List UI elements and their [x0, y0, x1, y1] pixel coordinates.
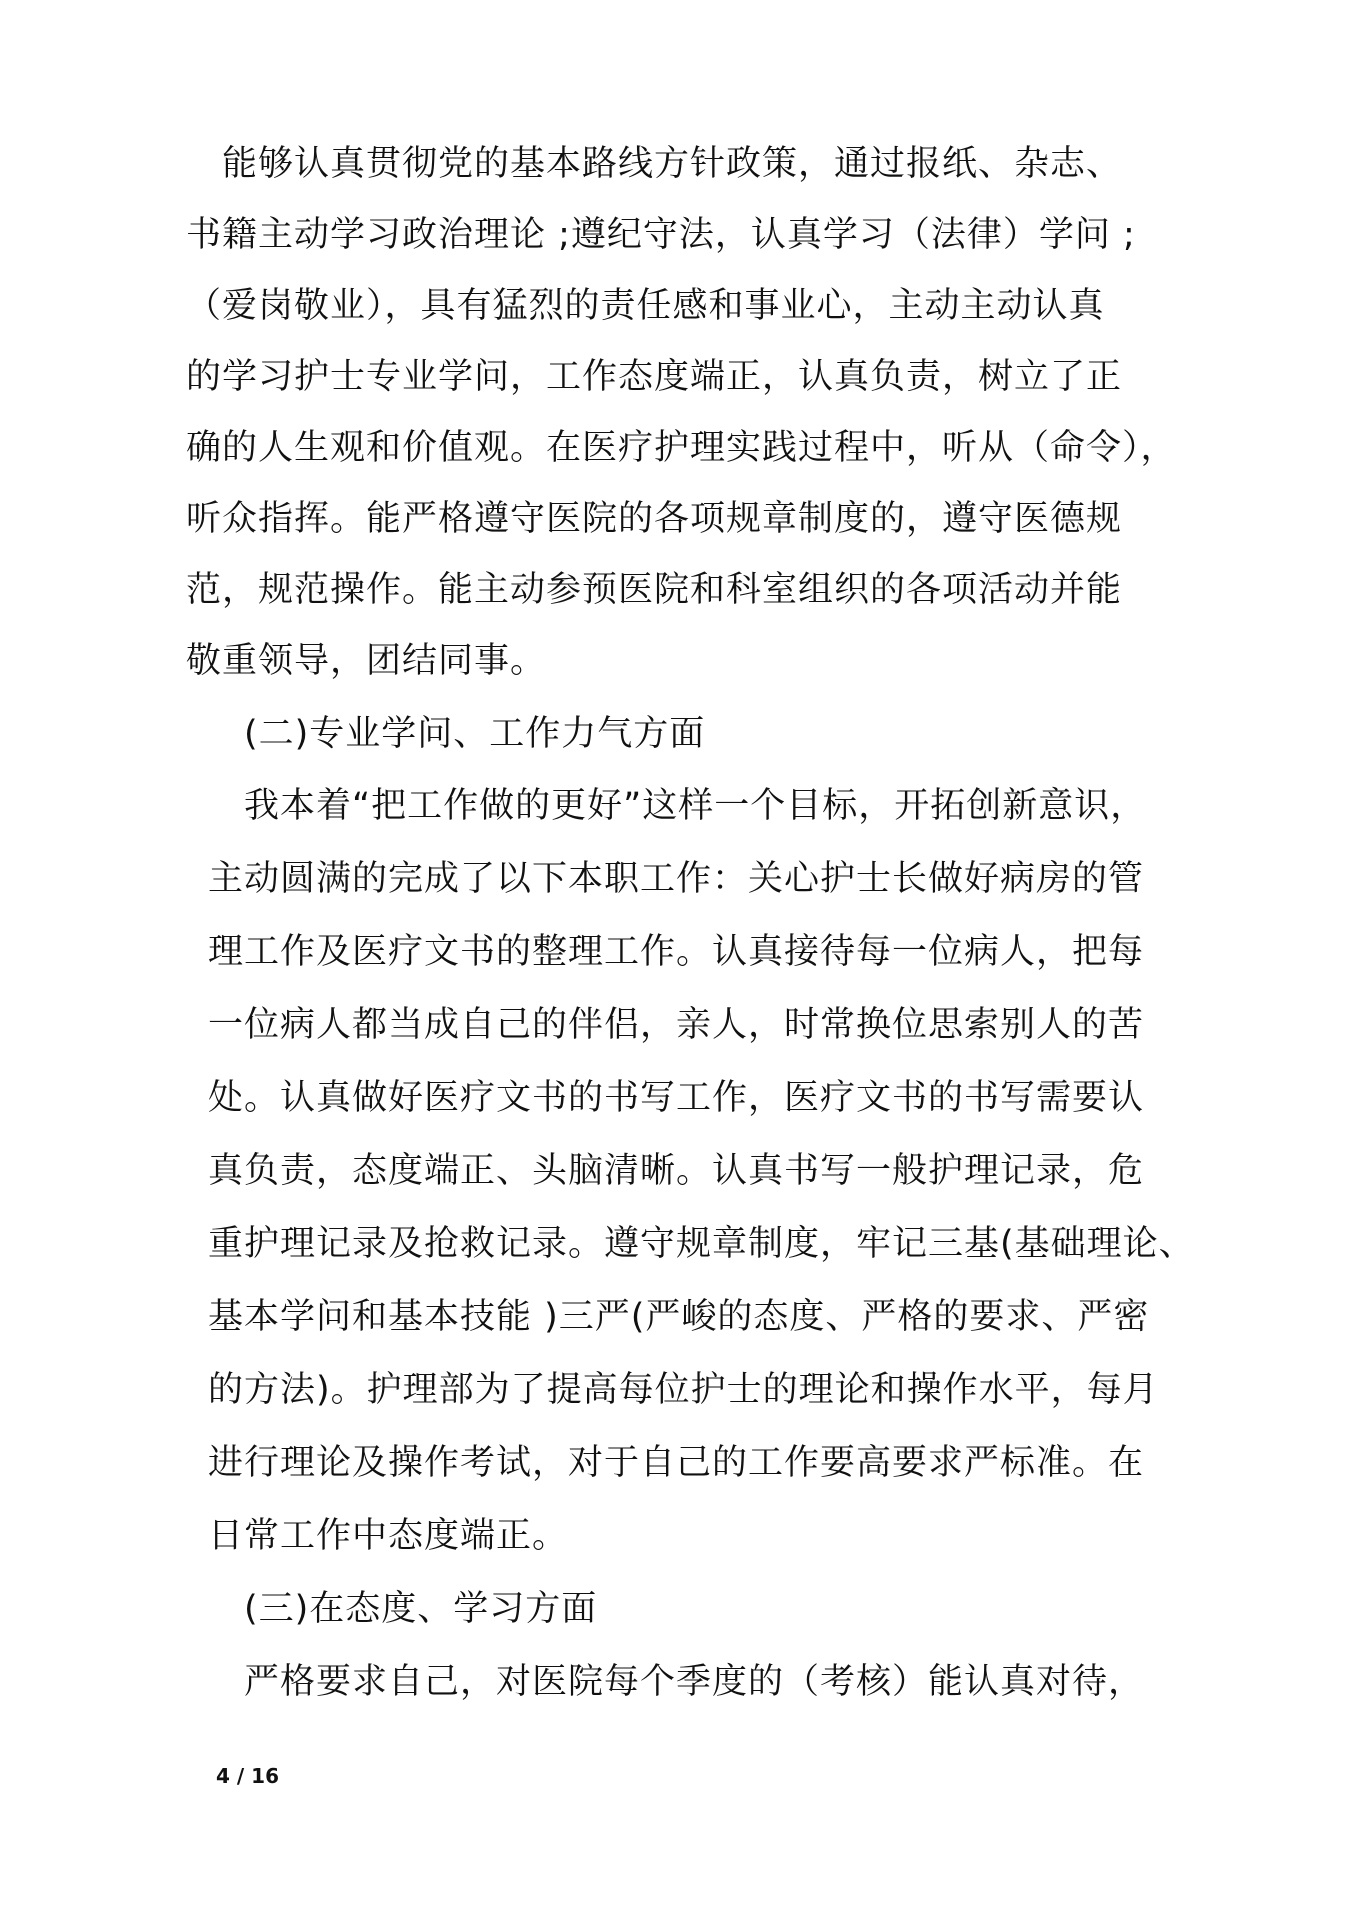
paragraph-line: 进行理论及操作考试，对于自己的工作要高要求严标准。在 [208, 1443, 1145, 1483]
paragraph-line: 我本着“把工作做的更好”这样一个目标，开拓创新意识， [244, 786, 1147, 826]
paragraph-line: 一位病人都当成自己的伴侣，亲人，时常换位思索别人的苦 [208, 1005, 1145, 1045]
paragraph-line: 理工作及医疗文书的整理工作。认真接待每一位病人，把每 [208, 932, 1145, 972]
paragraph-line: 范，规范操作。能主动参预医院和科室组织的各项活动并能 [186, 570, 1123, 610]
paragraph-line: 真负责，态度端正、头脑清晰。认真书写一般护理记录，危 [208, 1151, 1145, 1191]
paragraph-line: 确的人生观和价值观。在医疗护理实践过程中，听从（命令）， [186, 428, 1177, 468]
paragraph-line: 的方法)。护理部为了提高每位护士的理论和操作水平，每月 [208, 1370, 1159, 1410]
paragraph-line: 处。认真做好医疗文书的书写工作，医疗文书的书写需要认 [208, 1078, 1145, 1118]
paragraph-line: 听众指挥。能严格遵守医院的各项规章制度的，遵守医德规 [186, 499, 1123, 539]
paragraph-line: 能够认真贯彻党的基本路线方针政策，通过报纸、杂志、 [222, 144, 1123, 184]
paragraph-line: 基本学问和基本技能 )三严(严峻的态度、严格的要求、严密 [208, 1297, 1150, 1337]
paragraph-line: 日常工作中态度端正。 [208, 1516, 569, 1556]
paragraph-line: 严格要求自己，对医院每个季度的（考核）能认真对待， [244, 1662, 1145, 1702]
paragraph-line: （爱岗敬业），具有猛烈的责任感和事业心，主动主动认真 [186, 286, 1105, 326]
page-indicator: 4 / 16 [216, 1764, 279, 1788]
section-heading: (二)专业学问、工作力气方面 [244, 714, 706, 754]
section-heading: (三)在态度、学习方面 [244, 1589, 598, 1629]
paragraph-line: 书籍主动学习政治理论 ;遵纪守法，认真学习（法律）学问 ; [186, 215, 1136, 255]
paragraph-line: 敬重领导，团结同事。 [186, 641, 547, 681]
paragraph-line: 重护理记录及抢救记录。遵守规章制度，牢记三基(基础理论、 [208, 1224, 1195, 1264]
paragraph-line: 的学习护士专业学问，工作态度端正，认真负责，树立了正 [186, 357, 1123, 397]
paragraph-line: 主动圆满的完成了以下本职工作：关心护士长做好病房的管 [208, 859, 1145, 899]
